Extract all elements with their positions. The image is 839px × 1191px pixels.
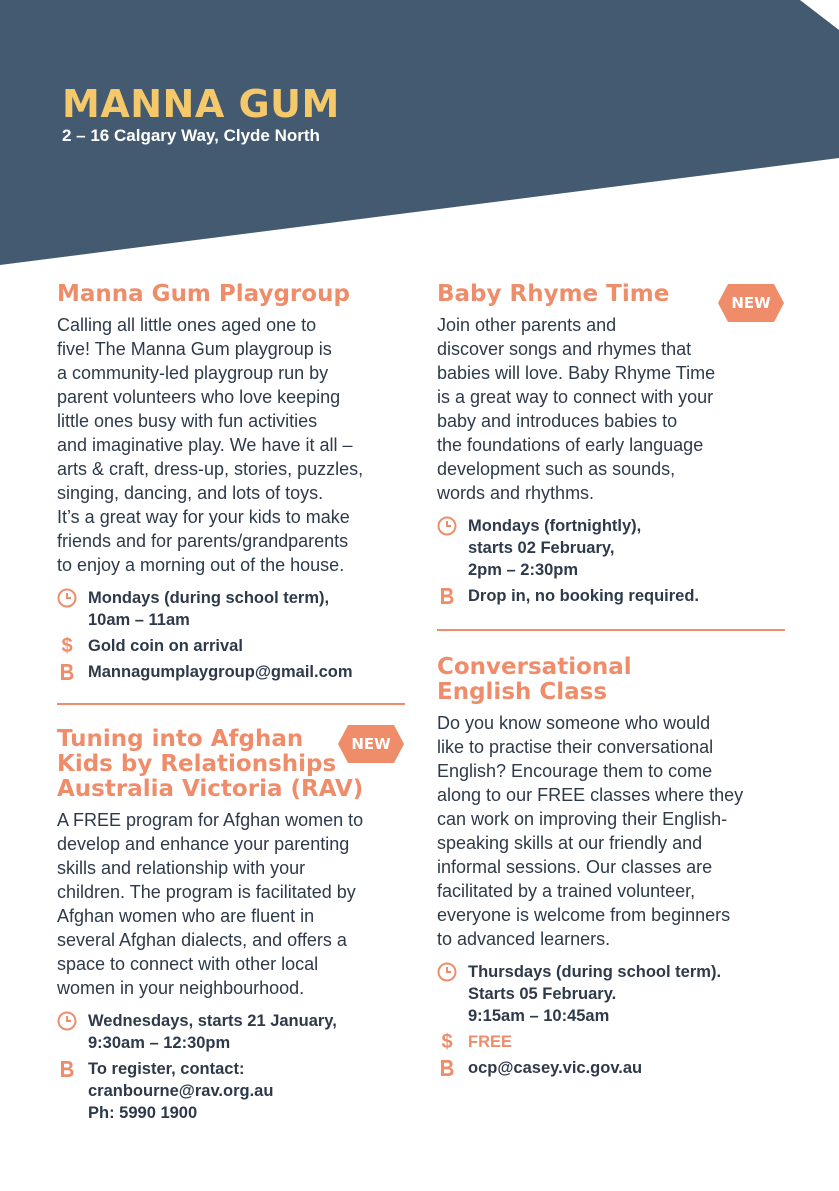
session-booking: To register, contact: cranbourne@rav.org.au Ph: 5990 1900 (57, 1058, 405, 1124)
section-conversational-english (437, 655, 785, 1079)
new-badge: NEW (718, 284, 784, 322)
dollar-icon: $ (61, 635, 73, 657)
booking-b-icon (437, 1057, 457, 1079)
venue-address: 2 – 16 Calgary Way, Clyde North (62, 126, 320, 145)
session-booking (57, 661, 405, 683)
section-divider (437, 629, 785, 631)
booking-b-icon (57, 1058, 77, 1080)
booking-email[interactable]: Mannagumplaygroup@gmail.com (88, 663, 353, 681)
section-description: Do you know someone who would like to practise their conversational English? Encourage them to come along to our FREE classes where they can work on improving their English- speaking skills at our friendly and informal sessions. Our classes are facilitated by a trained volunteer, everyone is welcome from beginners to advanced learners. (437, 713, 744, 949)
booking-email[interactable]: ocp@casey.vic.gov.au (468, 1059, 643, 1077)
section-title: Baby Rhyme Time (437, 281, 670, 307)
section-description: Calling all little ones aged one to five! The Manna Gum playgroup is a community-led playgroup run by parent volunteers who love keeping little ones busy with fun activities and imaginative play. We have it all – arts & craft, dress-up, stories, puzzles, singing, dancing, and lots of toys. It’s a great way for your kids to make friends and for parents/grandparents to enjoy a morning out of the house. (57, 315, 364, 575)
session-time: Mondays (fortnightly), starts 02 February, 2pm – 2:30pm (437, 515, 785, 581)
dollar-icon: $ (441, 1031, 453, 1053)
clock-icon (437, 515, 457, 537)
session-details (437, 515, 785, 607)
session-time: Mondays (during school term), 10am – 11am (57, 587, 405, 631)
section-baby-rhyme-time (437, 282, 785, 607)
booking-b-icon (437, 585, 457, 607)
clock-icon (437, 961, 457, 983)
section-afghan-kids-rav (57, 727, 405, 1124)
session-booking (437, 1057, 785, 1079)
section-description: Join other parents and discover songs and rhymes that babies will love. Baby Rhyme Time is a great way to connect with your baby and introduces babies to the foundations of early language development such as sounds, words and rhythms. (437, 315, 716, 503)
section-divider (57, 703, 405, 705)
page-title: MANNA GUM (62, 82, 340, 126)
session-details (437, 961, 785, 1079)
new-badge: NEW (338, 725, 404, 763)
session-cost: $ Gold coin on arrival (57, 635, 405, 657)
section-title: Tuning into Afghan Kids by Relationships Australia Victoria (RAV) (57, 726, 364, 802)
session-details (57, 587, 405, 683)
booking-phone[interactable]: Ph: 5990 1900 (88, 1104, 198, 1122)
session-cost: $ FREE (437, 1031, 785, 1053)
section-description: A FREE program for Afghan women to develop and enhance your parenting skills and relationship with your children. The program is facilitated by Afghan women who are fluent in several Afghan dialects, and offers a space to connect with other local women in your neighbourhood. (57, 810, 364, 998)
booking-b-icon (57, 661, 77, 683)
section-title: Conversational English Class (437, 654, 632, 705)
session-booking: Drop in, no booking required. (437, 585, 785, 607)
session-time: Thursdays (during school term). Starts 05 February. 9:15am – 10:45am (437, 961, 785, 1027)
left-column (57, 282, 405, 1128)
session-time: Wednesdays, starts 21 January, 9:30am – 12:30pm (57, 1010, 405, 1054)
clock-icon (57, 587, 77, 609)
booking-email[interactable]: cranbourne@rav.org.au (88, 1082, 274, 1100)
section-title: Manna Gum Playgroup (57, 281, 350, 307)
session-details (57, 1010, 405, 1124)
section-manna-gum-playgroup (57, 282, 405, 683)
right-column (437, 282, 785, 1083)
clock-icon (57, 1010, 77, 1032)
